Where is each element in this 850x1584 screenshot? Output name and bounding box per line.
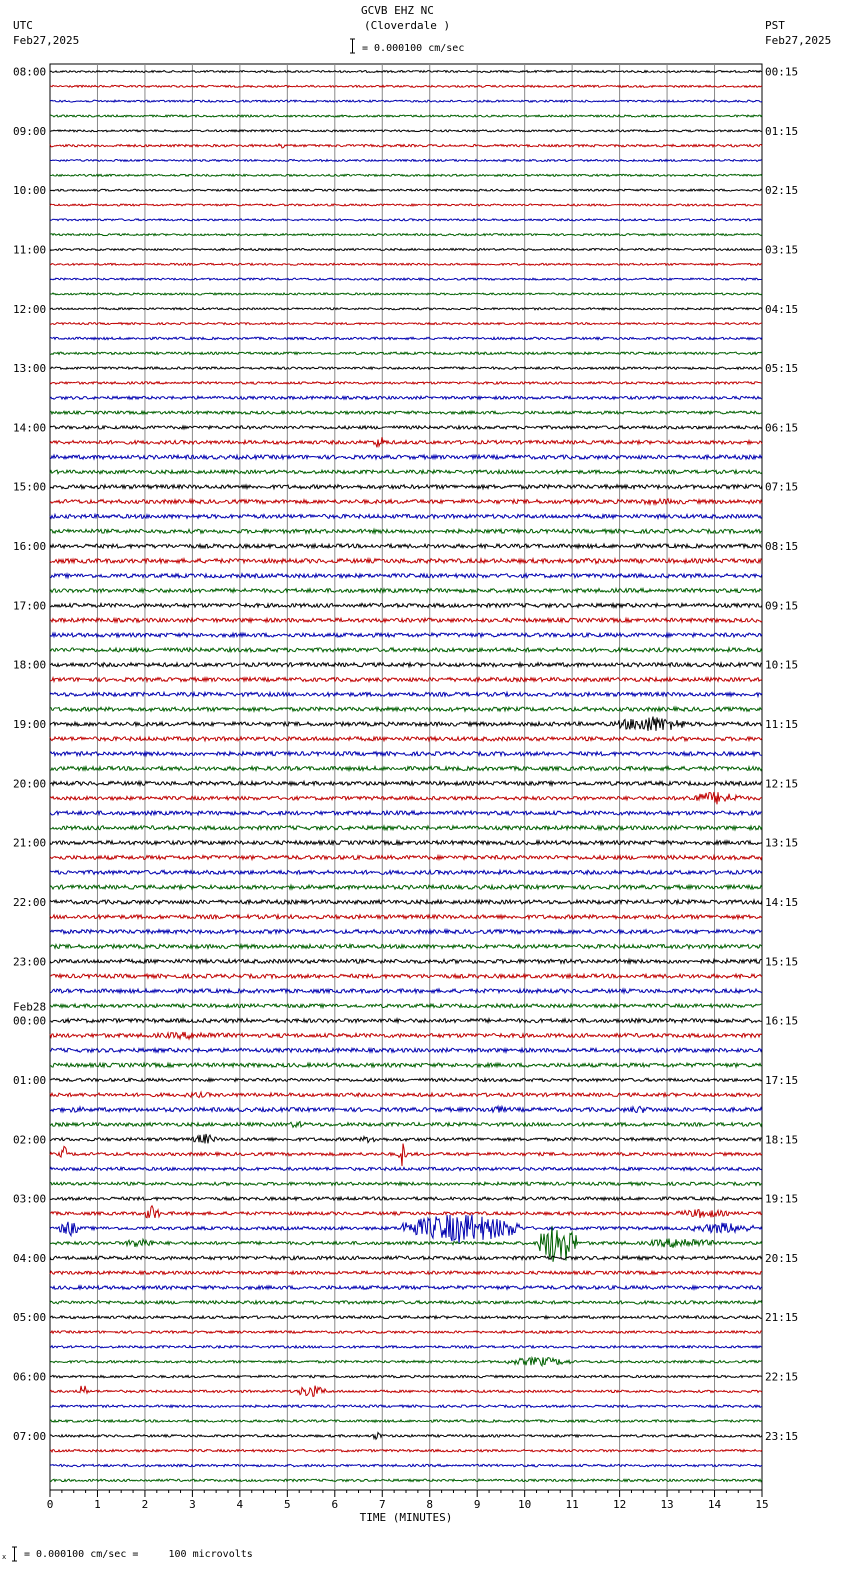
x-tick-label: 15 <box>755 1498 769 1511</box>
pst-hour-label: 08:15 <box>765 540 799 554</box>
trace-line <box>50 1450 762 1452</box>
trace-line <box>50 900 762 904</box>
utc-hour-label: 13:00 <box>13 362 47 376</box>
pst-hour-label: 17:15 <box>765 1073 799 1087</box>
trace-line <box>50 85 762 87</box>
trace-line <box>50 1479 762 1481</box>
trace-line <box>50 678 762 682</box>
utc-hour-label: 14:00 <box>13 421 47 435</box>
trace-line <box>50 1134 762 1143</box>
pst-hour-label: 06:15 <box>765 421 799 435</box>
pst-hour-label: 13:15 <box>765 836 799 850</box>
trace-line <box>50 737 762 741</box>
scale-label: = 0.000100 cm/sec <box>362 43 465 54</box>
trace-line <box>50 130 762 132</box>
left-timezone: UTC <box>13 19 33 32</box>
pst-hour-label: 12:15 <box>765 777 799 791</box>
trace-line <box>50 234 762 236</box>
pst-hour-label: 18:15 <box>765 1133 799 1147</box>
pst-hour-label: 16:15 <box>765 1014 799 1028</box>
pst-hour-label: 21:15 <box>765 1311 799 1325</box>
utc-hour-label: 20:00 <box>13 777 47 791</box>
pst-hour-label: 04:15 <box>765 302 799 316</box>
trace-line <box>50 1357 762 1366</box>
trace-line <box>50 959 762 963</box>
trace-line <box>50 1405 762 1407</box>
trace-line <box>50 717 762 731</box>
trace-line <box>50 1464 762 1466</box>
trace-line <box>50 337 762 339</box>
pst-hour-label: 10:15 <box>765 658 799 672</box>
pst-hour-label: 15:15 <box>765 955 799 969</box>
utc-hour-label: 10:00 <box>13 184 47 198</box>
trace-line <box>50 792 762 804</box>
trace-line <box>50 855 762 859</box>
utc-hour-label: 19:00 <box>13 718 47 732</box>
trace-line <box>50 1215 762 1244</box>
pst-hour-label: 01:15 <box>765 124 799 138</box>
trace-line <box>50 1375 762 1377</box>
trace-line <box>50 1019 762 1023</box>
trace-line <box>50 811 762 815</box>
x-tick-label: 8 <box>426 1498 434 1511</box>
trace-line <box>50 1331 762 1333</box>
x-tick-label: 5 <box>284 1498 291 1511</box>
pst-hour-label: 00:15 <box>765 65 799 79</box>
x-tick-label: 6 <box>331 1498 339 1511</box>
trace-line <box>50 618 762 622</box>
trace-line <box>50 752 762 756</box>
trace-line <box>50 411 762 414</box>
pst-hour-label: 20:15 <box>765 1251 799 1265</box>
pst-hour-label: 09:15 <box>765 599 799 613</box>
trace-line <box>50 1182 762 1185</box>
footer-scale-bar-icon <box>2 1546 20 1562</box>
trace-line <box>50 189 762 191</box>
x-tick-label: 4 <box>236 1498 244 1511</box>
footer-scale-note: = 0.000100 cm/sec = 100 microvolts <box>24 1549 253 1560</box>
trace-line <box>50 1004 762 1008</box>
utc-hour-label: 01:00 <box>13 1073 47 1087</box>
trace-line <box>50 1063 762 1067</box>
x-tick-label: 11 <box>565 1498 579 1511</box>
trace-line <box>50 352 762 354</box>
utc-hour-label: 12:00 <box>13 302 47 316</box>
trace-line <box>50 781 762 785</box>
trace-line <box>50 885 762 889</box>
trace-line <box>50 944 762 948</box>
trace-line <box>50 174 762 176</box>
utc-hour-label: 22:00 <box>13 895 47 909</box>
trace-line <box>50 1122 762 1128</box>
trace-line <box>50 396 762 399</box>
pst-hour-label: 05:15 <box>765 362 799 376</box>
trace-line <box>50 278 762 280</box>
trace-line <box>50 248 762 250</box>
utc-hour-label: 07:00 <box>13 1429 47 1443</box>
trace-line <box>50 115 762 117</box>
trace-line <box>50 367 762 369</box>
trace-line <box>50 767 762 771</box>
trace-line <box>50 1092 762 1097</box>
trace-line <box>50 1106 762 1113</box>
x-tick-label: 10 <box>518 1498 532 1511</box>
trace-line <box>50 1316 762 1319</box>
utc-hour-label: 08:00 <box>13 65 47 79</box>
trace-line <box>50 826 762 830</box>
trace-line <box>50 1433 762 1440</box>
trace-line <box>50 485 762 489</box>
trace-line <box>50 559 762 564</box>
trace-line <box>50 663 762 667</box>
pst-hour-label: 07:15 <box>765 480 799 494</box>
right-date: Feb27,2025 <box>765 34 832 47</box>
utc-hour-label: 21:00 <box>13 836 47 850</box>
trace-line <box>50 100 762 102</box>
trace-line <box>50 589 762 593</box>
x-tick-label: 14 <box>707 1498 722 1511</box>
x-tick-label: 0 <box>46 1498 54 1511</box>
trace-line <box>50 1420 762 1422</box>
x-tick-label: 7 <box>378 1498 386 1511</box>
utc-hour-label: 02:00 <box>13 1133 47 1147</box>
pst-hour-label: 11:15 <box>765 718 799 732</box>
trace-line <box>50 930 762 934</box>
utc-hour-label: 04:00 <box>13 1251 47 1265</box>
trace-line <box>50 382 762 384</box>
pst-hour-label: 03:15 <box>765 243 799 257</box>
svg-text:x: x <box>2 1553 7 1561</box>
trace-line <box>50 1197 762 1200</box>
x-tick-label: 12 <box>612 1498 627 1511</box>
station-location: (Cloverdale ) <box>364 19 451 32</box>
trace-line <box>50 470 762 474</box>
trace-line <box>50 263 762 265</box>
x-axis-label: TIME (MINUTES) <box>359 1511 453 1524</box>
x-tick-label: 9 <box>473 1498 481 1511</box>
utc-hour-label: 16:00 <box>13 540 47 554</box>
trace-line <box>50 426 762 429</box>
pst-hour-label: 02:15 <box>765 184 799 198</box>
right-timezone: PST <box>765 19 785 32</box>
trace-line <box>50 1286 762 1290</box>
trace-line <box>50 204 762 206</box>
utc-hour-label: 05:00 <box>13 1311 47 1325</box>
x-tick-label: 2 <box>141 1498 149 1511</box>
trace-line <box>50 514 762 518</box>
station-title: GCVB EHZ NC <box>361 4 434 17</box>
x-tick-label: 1 <box>94 1498 101 1511</box>
trace-line <box>50 648 762 652</box>
trace-line <box>50 437 762 447</box>
trace-line <box>50 1078 762 1081</box>
trace-line <box>50 219 762 221</box>
trace-line <box>50 1271 762 1274</box>
trace-line <box>50 323 762 325</box>
trace-line <box>50 841 762 845</box>
trace-line <box>50 144 762 148</box>
utc-hour-label: 00:00 <box>13 1014 47 1028</box>
trace-line <box>50 529 762 533</box>
trace-line <box>50 1167 762 1170</box>
trace-line <box>50 1048 762 1052</box>
trace-line <box>50 974 762 978</box>
utc-hour-label: 17:00 <box>13 599 47 613</box>
trace-line <box>50 1032 762 1039</box>
left-date: Feb27,2025 <box>13 34 80 47</box>
trace-line <box>50 1206 762 1218</box>
trace-line <box>50 499 762 504</box>
pst-hour-label: 19:15 <box>765 1192 799 1206</box>
pst-hour-label: 14:15 <box>765 895 799 909</box>
trace-line <box>50 692 762 696</box>
utc-hour-label: 23:00 <box>13 955 47 969</box>
utc-hour-label: 18:00 <box>13 658 47 672</box>
trace-line <box>50 293 762 295</box>
x-tick-label: 3 <box>189 1498 196 1511</box>
trace-line <box>50 603 762 607</box>
date-change-label: Feb28 <box>13 1000 47 1014</box>
utc-hour-label: 06:00 <box>13 1370 47 1384</box>
utc-hour-label: 11:00 <box>13 243 47 257</box>
plot-frame <box>50 64 762 1490</box>
pst-hour-label: 22:15 <box>765 1370 799 1384</box>
trace-line <box>50 308 762 310</box>
utc-hour-label: 15:00 <box>13 480 47 494</box>
trace-line <box>50 915 762 919</box>
trace-line <box>50 1144 762 1166</box>
trace-line <box>50 1346 762 1348</box>
utc-hour-label: 03:00 <box>13 1192 47 1206</box>
utc-hour-label: 09:00 <box>13 124 47 138</box>
trace-line <box>50 455 762 459</box>
trace-line <box>50 159 762 161</box>
trace-line <box>50 574 762 578</box>
trace-line <box>50 1386 762 1397</box>
pst-hour-label: 23:15 <box>765 1429 799 1443</box>
trace-line <box>50 71 762 73</box>
trace-line <box>50 707 762 711</box>
trace-line <box>50 633 762 637</box>
trace-line <box>50 870 762 874</box>
trace-line <box>50 544 762 548</box>
trace-line <box>50 989 762 993</box>
x-tick-label: 13 <box>660 1498 674 1511</box>
trace-line <box>50 1301 762 1304</box>
trace-line <box>50 1256 762 1260</box>
